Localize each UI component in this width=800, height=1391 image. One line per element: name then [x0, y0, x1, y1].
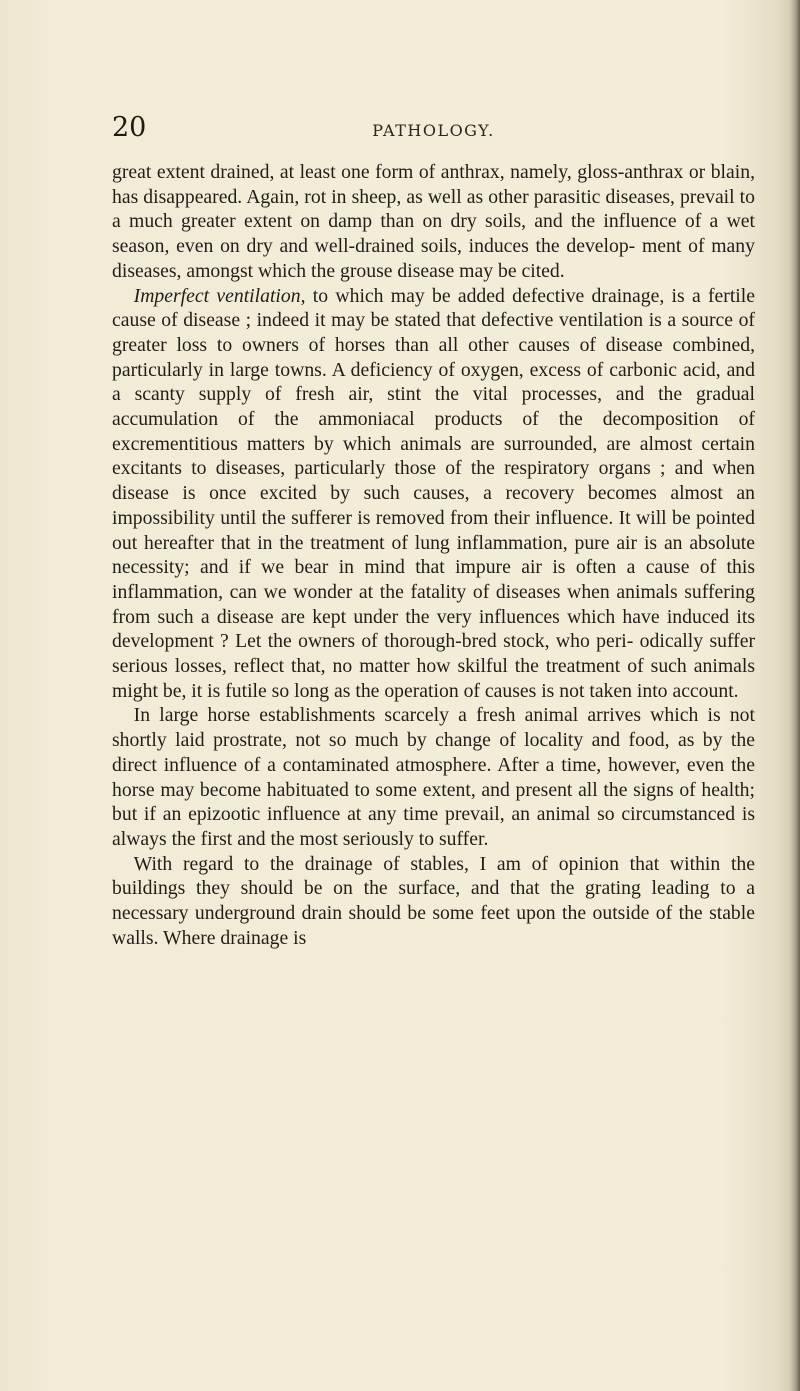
- running-title: PATHOLOGY.: [372, 121, 495, 140]
- paragraph: [112, 852, 755, 951]
- paragraph-text: In large horse establishments scarcely a fresh animal arrives which is not shortly laid prostrate, not so much by change of locality and food, as by the direct influence of a contaminated atmosphere. After a time, however, even the horse may become habituated to some extent, and present all the signs of health; but if an epizootic influence at any time prevail, an animal so circumstanced is always the first and the most seriously to suffer.: [112, 704, 755, 850]
- body-text: [112, 160, 755, 951]
- page-header: [112, 112, 755, 146]
- paragraph-text: to which may be added defective drainage, is a fertile cause of disease ; indeed it may be stated that defective ventilation is a source of greater loss to owners of horses than all other causes of disease combined, particularly in large towns. A deficiency of oxygen, excess of carbonic acid, and a scanty supply of fresh air, stint the vital processes, and the gradual accumulation of the ammoniacal products of the decomposition of excrementitious matters by which animals are surrounded, are almost certain excitants to diseases, particularly those of the respiratory organs ; and when disease is once excited by such causes, a recovery becomes almost an impossibility until the sufferer is removed from their influence. It will be pointed out hereafter that in the treatment of lung inflammation, pure air is an absolute necessity; and if we bear in mind that impure air is often a cause of this inflammation, can we wonder at the fatality of diseases when animals suffering from such a disease are kept under the very influences which have induced its development ? Let the owners of thorough-bred stock, who peri- odically suffer serious losses, reflect that, no matter how skilful the treatment of such animals might be, it is futile so long as the operation of causes is not taken into account.: [112, 284, 755, 702]
- paragraph: [112, 703, 755, 851]
- paragraph: [112, 160, 755, 284]
- paragraph-text: With regard to the drainage of stables, I am of opinion that within the buildings they should be on the surface, and that the grating leading to a necessary underground drain should be some feet upon the outside of the stable walls. Where drainage is: [112, 852, 755, 949]
- paragraph: [112, 284, 755, 704]
- paragraph-italic-lead: Imperfect ventilation,: [133, 284, 306, 307]
- page-edge-shadow: [790, 0, 800, 1391]
- paragraph-text: great extent drained, at least one form of anthrax, namely, gloss-anthrax or blain, has disappeared. Again, rot in sheep, as well as other parasitic diseases, prevail to a much greater extent on damp than on dry soils, and the influence of a wet season, even on dry and well-drained soils, induces the develop- ment of many diseases, amongst which the grouse disease may be cited.: [112, 161, 755, 282]
- page-number: 20: [112, 112, 147, 143]
